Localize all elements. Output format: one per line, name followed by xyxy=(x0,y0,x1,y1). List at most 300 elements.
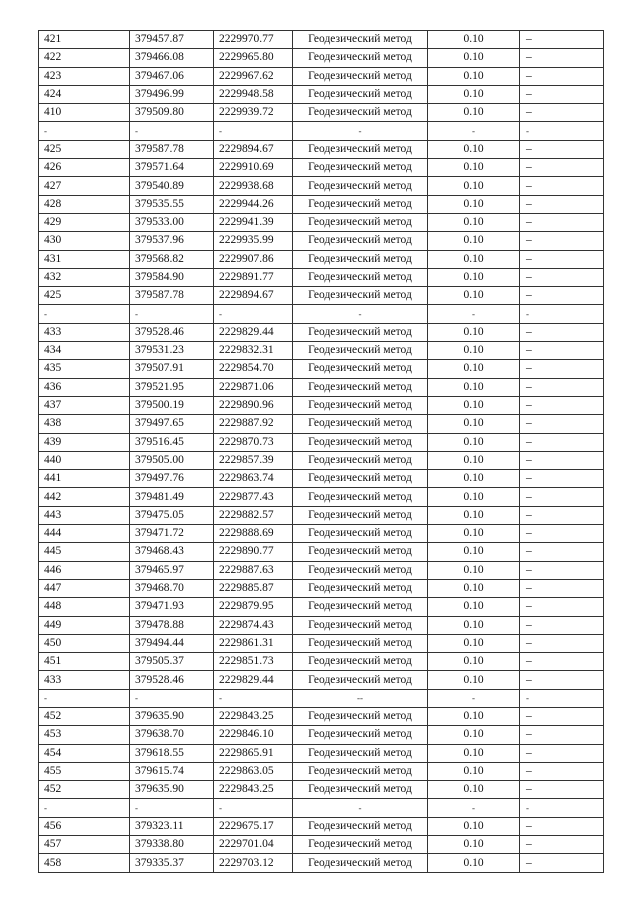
table-row xyxy=(39,707,604,725)
point-number-cell: 430 xyxy=(39,232,130,250)
accuracy-cell: - xyxy=(428,799,520,817)
y-coordinate-cell: 2229675.17 xyxy=(214,817,293,835)
y-coordinate-cell: 2229843.25 xyxy=(214,781,293,799)
point-number-cell: 426 xyxy=(39,159,130,177)
accuracy-cell: 0.10 xyxy=(428,598,520,616)
y-coordinate-cell: 2229944.26 xyxy=(214,195,293,213)
point-number-cell: 449 xyxy=(39,616,130,634)
note-cell: – xyxy=(520,525,604,543)
method-cell: Геодезический метод xyxy=(293,104,428,122)
y-coordinate-cell: - xyxy=(214,305,293,323)
point-number-cell: - xyxy=(39,689,130,707)
x-coordinate-cell: 379466.08 xyxy=(130,49,214,67)
method-cell: Геодезический метод xyxy=(293,31,428,49)
x-coordinate-cell: 379635.90 xyxy=(130,781,214,799)
point-number-cell: 458 xyxy=(39,854,130,872)
y-coordinate-cell: 2229894.67 xyxy=(214,140,293,158)
accuracy-cell: 0.10 xyxy=(428,781,520,799)
note-cell: – xyxy=(520,433,604,451)
table-row xyxy=(39,836,604,854)
x-coordinate-cell: 379571.64 xyxy=(130,159,214,177)
table-row xyxy=(39,506,604,524)
y-coordinate-cell: 2229865.91 xyxy=(214,744,293,762)
table-row xyxy=(39,378,604,396)
accuracy-cell: 0.10 xyxy=(428,488,520,506)
y-coordinate-cell: 2229907.86 xyxy=(214,250,293,268)
point-number-cell: 432 xyxy=(39,268,130,286)
point-number-cell: 447 xyxy=(39,579,130,597)
accuracy-cell: 0.10 xyxy=(428,506,520,524)
table-row xyxy=(39,305,604,323)
note-cell: – xyxy=(520,634,604,652)
note-cell: – xyxy=(520,598,604,616)
note-cell: – xyxy=(520,342,604,360)
note-cell: – xyxy=(520,744,604,762)
note-cell: – xyxy=(520,85,604,103)
table-row xyxy=(39,360,604,378)
table-row xyxy=(39,415,604,433)
point-number-cell: 433 xyxy=(39,323,130,341)
table-row xyxy=(39,817,604,835)
y-coordinate-cell: 2229829.44 xyxy=(214,323,293,341)
accuracy-cell: 0.10 xyxy=(428,817,520,835)
x-coordinate-cell: 379323.11 xyxy=(130,817,214,835)
accuracy-cell: 0.10 xyxy=(428,634,520,652)
note-cell: – xyxy=(520,579,604,597)
x-coordinate-cell: 379497.76 xyxy=(130,470,214,488)
x-coordinate-cell: 379505.37 xyxy=(130,653,214,671)
note-cell: – xyxy=(520,287,604,305)
accuracy-cell: 0.10 xyxy=(428,525,520,543)
table-row xyxy=(39,433,604,451)
table-row xyxy=(39,598,604,616)
y-coordinate-cell: 2229861.31 xyxy=(214,634,293,652)
method-cell: Геодезический метод xyxy=(293,653,428,671)
x-coordinate-cell: - xyxy=(130,122,214,140)
x-coordinate-cell: 379471.93 xyxy=(130,598,214,616)
x-coordinate-cell: 379471.72 xyxy=(130,525,214,543)
y-coordinate-cell: 2229870.73 xyxy=(214,433,293,451)
accuracy-cell: 0.10 xyxy=(428,342,520,360)
method-cell: Геодезический метод xyxy=(293,177,428,195)
y-coordinate-cell: 2229938.68 xyxy=(214,177,293,195)
x-coordinate-cell: 379497.65 xyxy=(130,415,214,433)
method-cell: Геодезический метод xyxy=(293,598,428,616)
method-cell: Геодезический метод xyxy=(293,762,428,780)
table-row xyxy=(39,195,604,213)
point-number-cell: 423 xyxy=(39,67,130,85)
note-cell: – xyxy=(520,195,604,213)
method-cell: Геодезический метод xyxy=(293,634,428,652)
point-number-cell: 422 xyxy=(39,49,130,67)
accuracy-cell: - xyxy=(428,305,520,323)
method-cell: Геодезический метод xyxy=(293,268,428,286)
table-row xyxy=(39,159,604,177)
point-number-cell: 433 xyxy=(39,671,130,689)
x-coordinate-cell: 379584.90 xyxy=(130,268,214,286)
point-number-cell: - xyxy=(39,122,130,140)
note-cell: – xyxy=(520,323,604,341)
accuracy-cell: 0.10 xyxy=(428,104,520,122)
point-number-cell: 451 xyxy=(39,653,130,671)
accuracy-cell: 0.10 xyxy=(428,854,520,872)
y-coordinate-cell: - xyxy=(214,689,293,707)
accuracy-cell: 0.10 xyxy=(428,250,520,268)
note-cell: - xyxy=(520,305,604,323)
x-coordinate-cell: - xyxy=(130,305,214,323)
table-row xyxy=(39,854,604,872)
accuracy-cell: 0.10 xyxy=(428,177,520,195)
y-coordinate-cell: 2229857.39 xyxy=(214,451,293,469)
x-coordinate-cell: 379635.90 xyxy=(130,707,214,725)
y-coordinate-cell: 2229871.06 xyxy=(214,378,293,396)
method-cell: Геодезический метод xyxy=(293,781,428,799)
y-coordinate-cell: 2229843.25 xyxy=(214,707,293,725)
accuracy-cell: 0.10 xyxy=(428,433,520,451)
method-cell: Геодезический метод xyxy=(293,250,428,268)
y-coordinate-cell: 2229832.31 xyxy=(214,342,293,360)
note-cell: – xyxy=(520,140,604,158)
x-coordinate-cell: 379467.06 xyxy=(130,67,214,85)
y-coordinate-cell: 2229888.69 xyxy=(214,525,293,543)
accuracy-cell: 0.10 xyxy=(428,360,520,378)
point-number-cell: 439 xyxy=(39,433,130,451)
accuracy-cell: 0.10 xyxy=(428,159,520,177)
y-coordinate-cell: 2229701.04 xyxy=(214,836,293,854)
x-coordinate-cell: 379521.95 xyxy=(130,378,214,396)
accuracy-cell: 0.10 xyxy=(428,470,520,488)
method-cell: Геодезический метод xyxy=(293,287,428,305)
y-coordinate-cell: 2229703.12 xyxy=(214,854,293,872)
accuracy-cell: 0.10 xyxy=(428,378,520,396)
x-coordinate-cell: 379507.91 xyxy=(130,360,214,378)
point-number-cell: - xyxy=(39,305,130,323)
y-coordinate-cell: 2229863.05 xyxy=(214,762,293,780)
method-cell: Геодезический метод xyxy=(293,232,428,250)
note-cell: – xyxy=(520,213,604,231)
table-row xyxy=(39,213,604,231)
table-row xyxy=(39,799,604,817)
table-row xyxy=(39,744,604,762)
y-coordinate-cell: 2229854.70 xyxy=(214,360,293,378)
point-number-cell: 425 xyxy=(39,287,130,305)
note-cell: – xyxy=(520,396,604,414)
point-number-cell: 434 xyxy=(39,342,130,360)
x-coordinate-cell: 379481.49 xyxy=(130,488,214,506)
point-number-cell: 431 xyxy=(39,250,130,268)
accuracy-cell: 0.10 xyxy=(428,836,520,854)
note-cell: – xyxy=(520,836,604,854)
method-cell: Геодезический метод xyxy=(293,67,428,85)
x-coordinate-cell: 379505.00 xyxy=(130,451,214,469)
method-cell: Геодезический метод xyxy=(293,342,428,360)
accuracy-cell: 0.10 xyxy=(428,543,520,561)
point-number-cell: 453 xyxy=(39,726,130,744)
table-row xyxy=(39,342,604,360)
accuracy-cell: 0.10 xyxy=(428,195,520,213)
table-row xyxy=(39,781,604,799)
note-cell: – xyxy=(520,671,604,689)
table-row xyxy=(39,616,604,634)
note-cell: – xyxy=(520,561,604,579)
x-coordinate-cell: 379528.46 xyxy=(130,323,214,341)
point-number-cell: 454 xyxy=(39,744,130,762)
x-coordinate-cell: 379537.96 xyxy=(130,232,214,250)
y-coordinate-cell: 2229967.62 xyxy=(214,67,293,85)
y-coordinate-cell: 2229887.63 xyxy=(214,561,293,579)
x-coordinate-cell: 379475.05 xyxy=(130,506,214,524)
y-coordinate-cell: 2229887.92 xyxy=(214,415,293,433)
y-coordinate-cell: 2229891.77 xyxy=(214,268,293,286)
table-row xyxy=(39,323,604,341)
y-coordinate-cell: 2229890.96 xyxy=(214,396,293,414)
y-coordinate-cell: 2229885.87 xyxy=(214,579,293,597)
x-coordinate-cell: 379335.37 xyxy=(130,854,214,872)
method-cell: Геодезический метод xyxy=(293,470,428,488)
accuracy-cell: 0.10 xyxy=(428,323,520,341)
method-cell: Геодезический метод xyxy=(293,195,428,213)
note-cell: – xyxy=(520,616,604,634)
point-number-cell: 440 xyxy=(39,451,130,469)
method-cell: Геодезический метод xyxy=(293,836,428,854)
note-cell: – xyxy=(520,854,604,872)
point-number-cell: 427 xyxy=(39,177,130,195)
note-cell: – xyxy=(520,232,604,250)
point-number-cell: 429 xyxy=(39,213,130,231)
y-coordinate-cell: 2229970.77 xyxy=(214,31,293,49)
point-number-cell: 436 xyxy=(39,378,130,396)
note-cell: - xyxy=(520,799,604,817)
method-cell: Геодезический метод xyxy=(293,488,428,506)
y-coordinate-cell: 2229935.99 xyxy=(214,232,293,250)
table-body xyxy=(39,31,604,873)
accuracy-cell: - xyxy=(428,122,520,140)
note-cell: – xyxy=(520,378,604,396)
accuracy-cell: 0.10 xyxy=(428,287,520,305)
x-coordinate-cell: 379509.80 xyxy=(130,104,214,122)
point-number-cell: 457 xyxy=(39,836,130,854)
note-cell: – xyxy=(520,653,604,671)
accuracy-cell: 0.10 xyxy=(428,616,520,634)
table-row xyxy=(39,561,604,579)
note-cell: – xyxy=(520,67,604,85)
table-row xyxy=(39,104,604,122)
y-coordinate-cell: 2229874.43 xyxy=(214,616,293,634)
accuracy-cell: 0.10 xyxy=(428,213,520,231)
point-number-cell: 444 xyxy=(39,525,130,543)
method-cell: Геодезический метод xyxy=(293,579,428,597)
y-coordinate-cell: 2229941.39 xyxy=(214,213,293,231)
note-cell: – xyxy=(520,488,604,506)
point-number-cell: 435 xyxy=(39,360,130,378)
accuracy-cell: 0.10 xyxy=(428,232,520,250)
table-row xyxy=(39,122,604,140)
method-cell: Геодезический метод xyxy=(293,817,428,835)
accuracy-cell: 0.10 xyxy=(428,671,520,689)
x-coordinate-cell: 379533.00 xyxy=(130,213,214,231)
point-number-cell: 455 xyxy=(39,762,130,780)
x-coordinate-cell: 379465.97 xyxy=(130,561,214,579)
accuracy-cell: 0.10 xyxy=(428,726,520,744)
point-number-cell: 448 xyxy=(39,598,130,616)
method-cell: Геодезический метод xyxy=(293,561,428,579)
table-row xyxy=(39,67,604,85)
x-coordinate-cell: 379457.87 xyxy=(130,31,214,49)
method-cell: Геодезический метод xyxy=(293,433,428,451)
accuracy-cell: 0.10 xyxy=(428,396,520,414)
y-coordinate-cell: 2229939.72 xyxy=(214,104,293,122)
accuracy-cell: 0.10 xyxy=(428,653,520,671)
x-coordinate-cell: 379615.74 xyxy=(130,762,214,780)
y-coordinate-cell: 2229910.69 xyxy=(214,159,293,177)
method-cell: Геодезический метод xyxy=(293,85,428,103)
method-cell: Геодезический метод xyxy=(293,707,428,725)
accuracy-cell: 0.10 xyxy=(428,415,520,433)
table-row xyxy=(39,671,604,689)
table-row xyxy=(39,579,604,597)
note-cell: – xyxy=(520,726,604,744)
accuracy-cell: - xyxy=(428,689,520,707)
x-coordinate-cell: - xyxy=(130,799,214,817)
x-coordinate-cell: 379468.70 xyxy=(130,579,214,597)
method-cell: Геодезический метод xyxy=(293,159,428,177)
accuracy-cell: 0.10 xyxy=(428,49,520,67)
x-coordinate-cell: 379496.99 xyxy=(130,85,214,103)
table-row xyxy=(39,49,604,67)
point-number-cell: 443 xyxy=(39,506,130,524)
point-number-cell: 450 xyxy=(39,634,130,652)
method-cell: Геодезический метод xyxy=(293,525,428,543)
method-cell: Геодезический метод xyxy=(293,726,428,744)
point-number-cell: 456 xyxy=(39,817,130,835)
point-number-cell: 438 xyxy=(39,415,130,433)
note-cell: – xyxy=(520,451,604,469)
x-coordinate-cell: 379478.88 xyxy=(130,616,214,634)
method-cell: -- xyxy=(293,689,428,707)
table-row xyxy=(39,177,604,195)
y-coordinate-cell: 2229863.74 xyxy=(214,470,293,488)
table-row xyxy=(39,726,604,744)
y-coordinate-cell: 2229948.58 xyxy=(214,85,293,103)
note-cell: – xyxy=(520,415,604,433)
accuracy-cell: 0.10 xyxy=(428,85,520,103)
point-number-cell: 452 xyxy=(39,707,130,725)
x-coordinate-cell: 379500.19 xyxy=(130,396,214,414)
table-row xyxy=(39,287,604,305)
note-cell: – xyxy=(520,762,604,780)
method-cell: Геодезический метод xyxy=(293,854,428,872)
table-row xyxy=(39,653,604,671)
y-coordinate-cell: 2229882.57 xyxy=(214,506,293,524)
method-cell: Геодезический метод xyxy=(293,378,428,396)
x-coordinate-cell: 379528.46 xyxy=(130,671,214,689)
note-cell: – xyxy=(520,506,604,524)
method-cell: Геодезический метод xyxy=(293,140,428,158)
point-number-cell: 452 xyxy=(39,781,130,799)
accuracy-cell: 0.10 xyxy=(428,707,520,725)
y-coordinate-cell: 2229846.10 xyxy=(214,726,293,744)
note-cell: – xyxy=(520,781,604,799)
table-row xyxy=(39,488,604,506)
table-row xyxy=(39,396,604,414)
table-row xyxy=(39,762,604,780)
method-cell: Геодезический метод xyxy=(293,616,428,634)
note-cell: – xyxy=(520,49,604,67)
y-coordinate-cell: 2229879.95 xyxy=(214,598,293,616)
note-cell: – xyxy=(520,360,604,378)
note-cell: - xyxy=(520,689,604,707)
method-cell: Геодезический метод xyxy=(293,360,428,378)
method-cell: Геодезический метод xyxy=(293,744,428,762)
x-coordinate-cell: 379568.82 xyxy=(130,250,214,268)
table-row xyxy=(39,543,604,561)
note-cell: – xyxy=(520,104,604,122)
accuracy-cell: 0.10 xyxy=(428,268,520,286)
method-cell: Геодезический метод xyxy=(293,396,428,414)
note-cell: – xyxy=(520,543,604,561)
point-number-cell: 446 xyxy=(39,561,130,579)
point-number-cell: 424 xyxy=(39,85,130,103)
point-number-cell: 410 xyxy=(39,104,130,122)
accuracy-cell: 0.10 xyxy=(428,31,520,49)
method-cell: Геодезический метод xyxy=(293,671,428,689)
note-cell: – xyxy=(520,817,604,835)
accuracy-cell: 0.10 xyxy=(428,579,520,597)
table-row xyxy=(39,268,604,286)
table-row xyxy=(39,451,604,469)
accuracy-cell: 0.10 xyxy=(428,140,520,158)
x-coordinate-cell: 379468.43 xyxy=(130,543,214,561)
method-cell: - xyxy=(293,122,428,140)
note-cell: – xyxy=(520,250,604,268)
x-coordinate-cell: 379494.44 xyxy=(130,634,214,652)
y-coordinate-cell: 2229877.43 xyxy=(214,488,293,506)
note-cell: – xyxy=(520,177,604,195)
point-number-cell: 442 xyxy=(39,488,130,506)
method-cell: Геодезический метод xyxy=(293,323,428,341)
note-cell: – xyxy=(520,268,604,286)
x-coordinate-cell: 379516.45 xyxy=(130,433,214,451)
table-row xyxy=(39,525,604,543)
x-coordinate-cell: 379618.55 xyxy=(130,744,214,762)
method-cell: - xyxy=(293,305,428,323)
table-row xyxy=(39,634,604,652)
note-cell: – xyxy=(520,470,604,488)
point-number-cell: 428 xyxy=(39,195,130,213)
method-cell: - xyxy=(293,799,428,817)
note-cell: – xyxy=(520,707,604,725)
accuracy-cell: 0.10 xyxy=(428,67,520,85)
method-cell: Геодезический метод xyxy=(293,506,428,524)
table-row xyxy=(39,689,604,707)
x-coordinate-cell: 379531.23 xyxy=(130,342,214,360)
accuracy-cell: 0.10 xyxy=(428,762,520,780)
point-number-cell: 445 xyxy=(39,543,130,561)
method-cell: Геодезический метод xyxy=(293,213,428,231)
x-coordinate-cell: 379587.78 xyxy=(130,140,214,158)
table-row xyxy=(39,140,604,158)
x-coordinate-cell: 379587.78 xyxy=(130,287,214,305)
method-cell: Геодезический метод xyxy=(293,451,428,469)
x-coordinate-cell: 379535.55 xyxy=(130,195,214,213)
y-coordinate-cell: 2229829.44 xyxy=(214,671,293,689)
point-number-cell: - xyxy=(39,799,130,817)
accuracy-cell: 0.10 xyxy=(428,744,520,762)
x-coordinate-cell: 379540.89 xyxy=(130,177,214,195)
y-coordinate-cell: - xyxy=(214,122,293,140)
point-number-cell: 437 xyxy=(39,396,130,414)
y-coordinate-cell: 2229890.77 xyxy=(214,543,293,561)
